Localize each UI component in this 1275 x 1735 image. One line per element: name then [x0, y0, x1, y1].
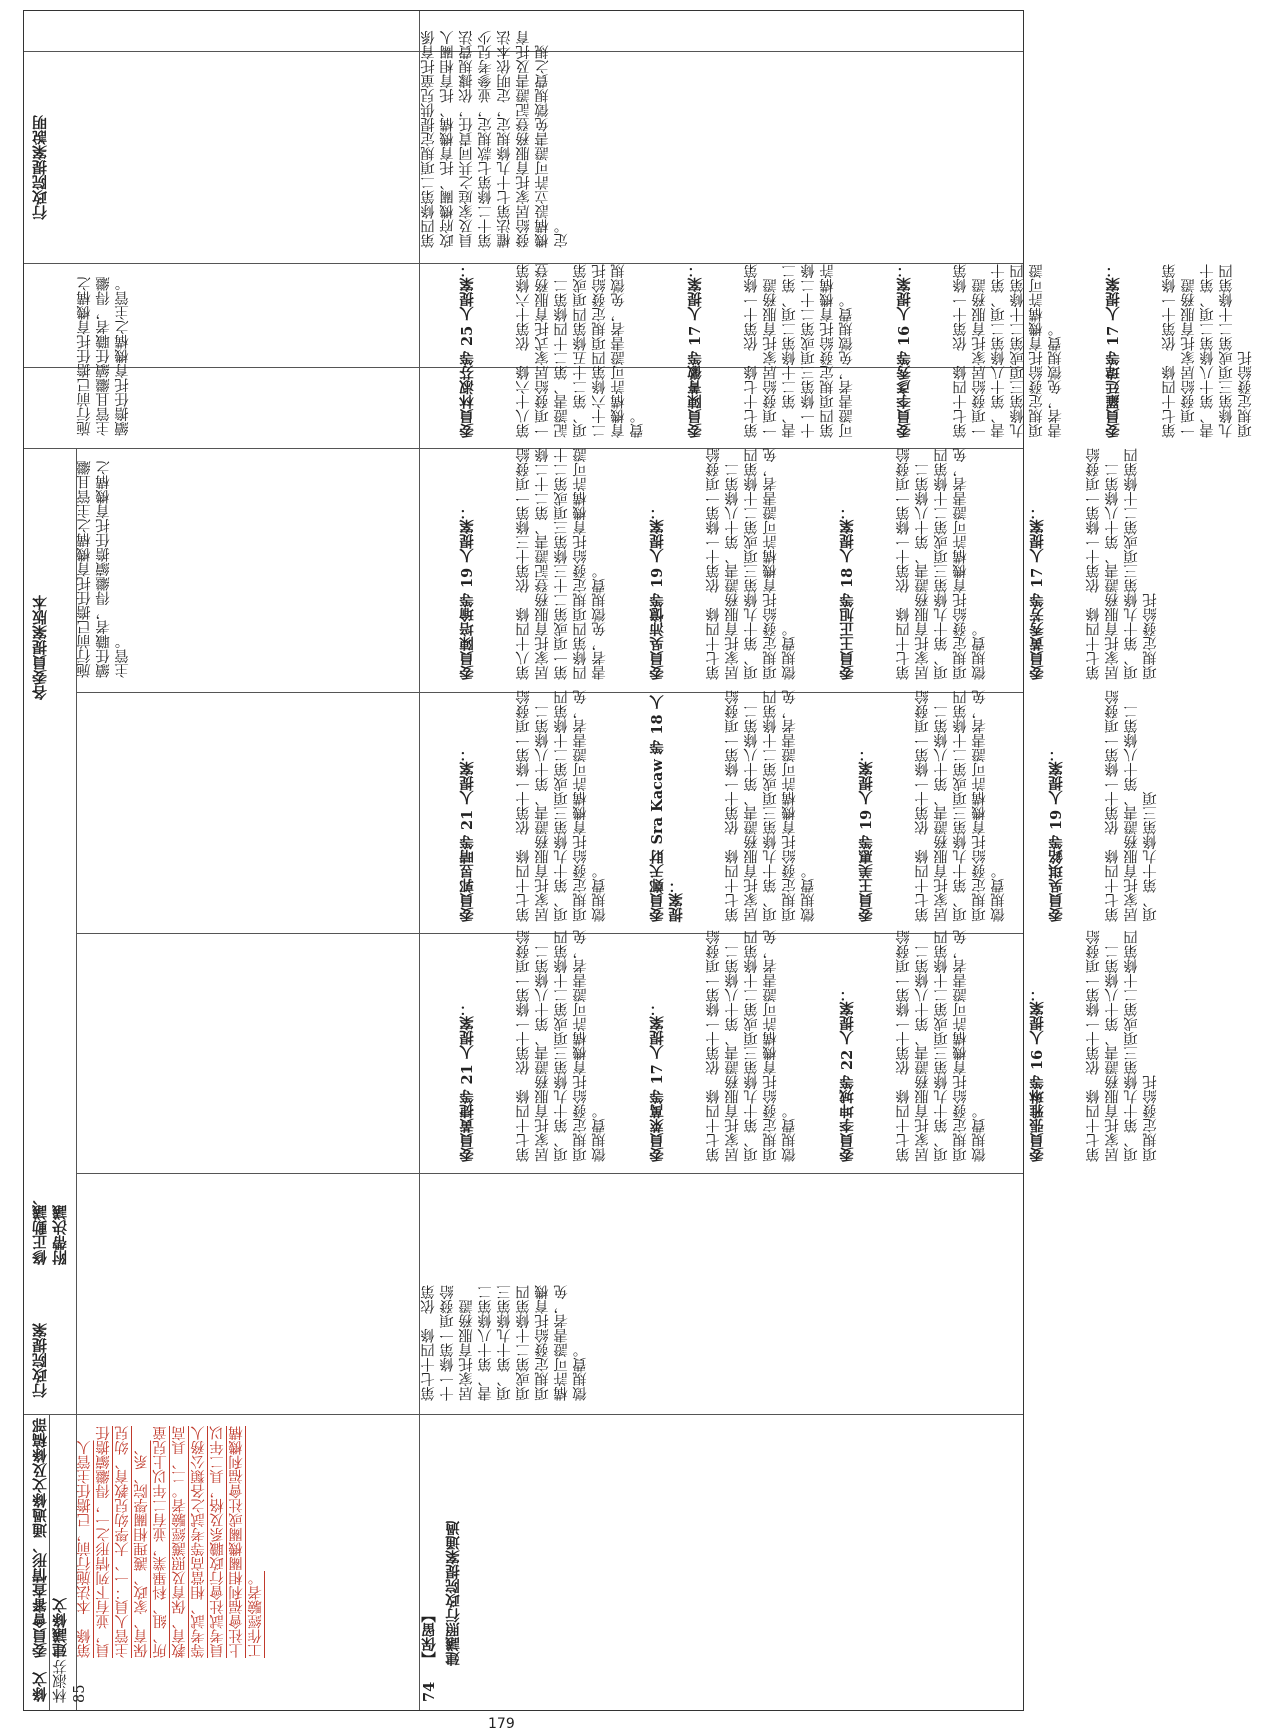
header-exec-explanation: 行政院提案說明 — [31, 115, 49, 220]
proposal-title: 委員陳培瑜等 19 人提案： — [459, 504, 476, 680]
status-note: 建議照行政院提案通過 — [445, 1521, 462, 1666]
proposal-title: 委員王美惠等 19 人提案： — [858, 746, 875, 922]
proposal-title: 委員黃秀芳等 17 人提案： — [1029, 504, 1046, 680]
proposal-title: 委員郭昱晴等 21 人提案： — [459, 746, 476, 922]
header-committee-versions: 各委員提案版本 — [31, 595, 49, 700]
proposal-body: 第七十四條 依第十一條第一項發給居家托育服務證書、第十八條第二項、第十九條第三項或第二十條第四項規定發給托育機構許可證書者，免徵規費。 — [516, 690, 608, 922]
divider — [76, 1173, 1023, 1174]
committee-column-a — [420, 930, 1159, 1162]
proposal-body: 第七十四條 依第十一條第一項發給居家托育服務證書、第十八條第二項、第十九條第三項或第二十條第四項規定發給托育機構許可證書者，免徵規費。 — [953, 264, 1064, 438]
article-label: 林淑芬85 — [53, 1659, 88, 1703]
proposal-title: 委員羅廷瑋等 17 人提案： — [1105, 262, 1122, 438]
proposal-body: 第七十四條 依第十一條第一項發給居家托育服務證書、第十八條第二項、第十九條第三項或第二十條第四項規定發給托育機構許可證書者，免徵規費。 — [915, 690, 1007, 922]
proposal-title: 委員李坤城等 22 人提案： — [839, 986, 856, 1162]
committee-status-text: 第條 本法施行前，已擔任主管人員，並有下列情形之一，得繼續擔任主管人員：一、大學幼兒教育、幼兒保育、家政、護理相關學院、系、所、組、科畢業，並有二年以上兒童教育、保育及照護經驗者。二、具高等考試、相當高等考試之各類公務人員考試社會行政職系及格，具二年以上社會福利相關機關或社會福利機構工作經驗者。 — [77, 1426, 264, 1658]
header-exec-proposal: 行政院提案 — [31, 1323, 49, 1398]
divider — [24, 1414, 1023, 1415]
exec-explanation-text: 第四條第二項規定提供兒童托育係政府機關、托育機構、托育相關人員及家庭之共同責任，依據規費法第十二條第七款規定，並參考兒少權法第七十九條規定，定明依本法發給居家托育服務登記證書及托育機構設立許可證書免徵規費之規定。 — [421, 30, 570, 248]
page-number: 179 — [488, 1716, 515, 1732]
article-label: 74 — [421, 1681, 438, 1702]
proposal-body: 第七十四條 依第十一條第一項發給居家托育服務證書、第十八條第二項、第十九條第三項或第二十條第四項規定發給托育機構許可證書者，免徵規費。 — [516, 930, 608, 1162]
proposal-body: 第七十七條 依第十一條第一項發給居家托育服務證書、第二十條第二項、第二十一條第三項或第二十二條第四項規定發給托育機構許可證書者，免徵規費。 — [744, 264, 855, 438]
proposal-body: 第八十四條 依第十三條第一項發給居家托育服務登記證書、第二十二條第一項或第二十三條第三項或第二十四條第四項規定發給托育機構許可證書者，免徵規費。 — [516, 448, 608, 680]
proposal-title: 委員黃捷等 21 人提案： — [459, 1001, 476, 1162]
header-article: 條文 — [31, 1672, 49, 1702]
committee-column-c — [420, 448, 1159, 680]
proposal-body: 第七十四條 依第十一條第一項發給居家托育服務證書、第十八條第二項、第十九條第三項或第二十條第四項規定發給托育機構許可證書者，免徵規費。 — [706, 930, 798, 1162]
proposal-body: 第七十四條 依第十一條第一項發給居家托育服務證書、第十八條第二項、第十九條第三項或第二十條第四項規定發給托育機構許可證書者，免徵規費。 — [896, 448, 988, 680]
status-title: 【保留】 — [421, 1608, 438, 1666]
proposal-title: 委員吳琪銘等 19 人提案： — [1048, 746, 1065, 922]
proposal-title: 委員吳沛憶等 19 人提案： — [649, 504, 666, 680]
header-amendment: 修正動議、附帶決議 — [31, 1190, 69, 1265]
exec-proposal-text: 第七十四條 依第十一條第一項發給居家托育服務證書、第十八條第二項、第十九條第三項或第二十條第四項規定發給托育機構許可證書者，免徵規費。 — [421, 1285, 589, 1401]
proposal-text: 施行前已擔任托育機構之主管且繼續任職者，得繼續擔任托育機構之主管。 — [77, 460, 131, 678]
proposal-title: 委員萊萬等 17 人提案： — [649, 1001, 666, 1162]
proposal-body: 第七十四條 依第十一條第一項發給居家托育服務證書、第十八條第二項、第十九條第三項或第二十條第四項規定發給托育機構許可證書者，免徵規費。 — [706, 448, 798, 680]
proposal-text: 施行前已擔任托育機構之主管且繼續任職者，得繼續擔任托育機構之主管。 — [77, 276, 131, 436]
proposal-body: 第七十四條 依第十一條第一項發給居家托育服務證書、第十八條第二項、第十九條第三項 — [1105, 690, 1159, 922]
proposal-title: 委員林淑芬等 25 人提案： — [459, 262, 476, 438]
proposal-title: 委員鄭天財 Sra Kacaw 等 18 人提案： — [649, 694, 685, 922]
committee-column-d — [420, 262, 1254, 438]
proposal-title: 委員王正旭等 18 人提案： — [839, 504, 856, 680]
proposal-body: 第七十四條 依第十一條第一項發給居家托育服務證書、第十八條第二項、第十九條第三項或第二十條第四項規定發給托 — [1086, 448, 1159, 680]
proposal-title: 委員李彥秀等 16 人提案： — [896, 262, 913, 438]
proposal-body: 第七十四條 依第十一條第一項發給居家托育服務證書、第十八條第二項、第十九條第三項或第二十條第四項規定發給托 — [1162, 264, 1254, 438]
proposal-title: 委員陳菁徽等 17 人提案： — [687, 262, 704, 438]
proposal-body: 第七十四條 依第十一條第一項發給居家托育服務證書、第十八條第二項、第十九條第三項或第二十條第四項規定發給托育機構許可證書者，免徵規費。 — [896, 930, 988, 1162]
proposal-body: 第八十六條 依第十六條第一項發給居家式托育服務登記證書、第二十四條第二項、第二十五條第四項或第二十六條第四項規定發給托育機構許可證書者，免徵規費。 — [516, 264, 646, 438]
header-committee-status: 委員會審查情形、通過條文及條稿部建議條文 — [31, 1418, 69, 1658]
proposal-body: 第七十四條 依第十一條第一項發給居家托育服務證書、第十八條第二項、第十九條第三項或第二十條第四項規定發給托 — [1086, 930, 1159, 1162]
committee-column-b — [420, 690, 1159, 922]
proposal-title: 委員張雅琳等 16 人提案： — [1029, 986, 1046, 1162]
proposal-body: 第七十四條 依第十一條第一項發給居家托育服務證書、第十八條第二項、第十九條第三項或第二十條第四項規定發給托育機構許可證書者，免徵規費。 — [725, 690, 817, 922]
